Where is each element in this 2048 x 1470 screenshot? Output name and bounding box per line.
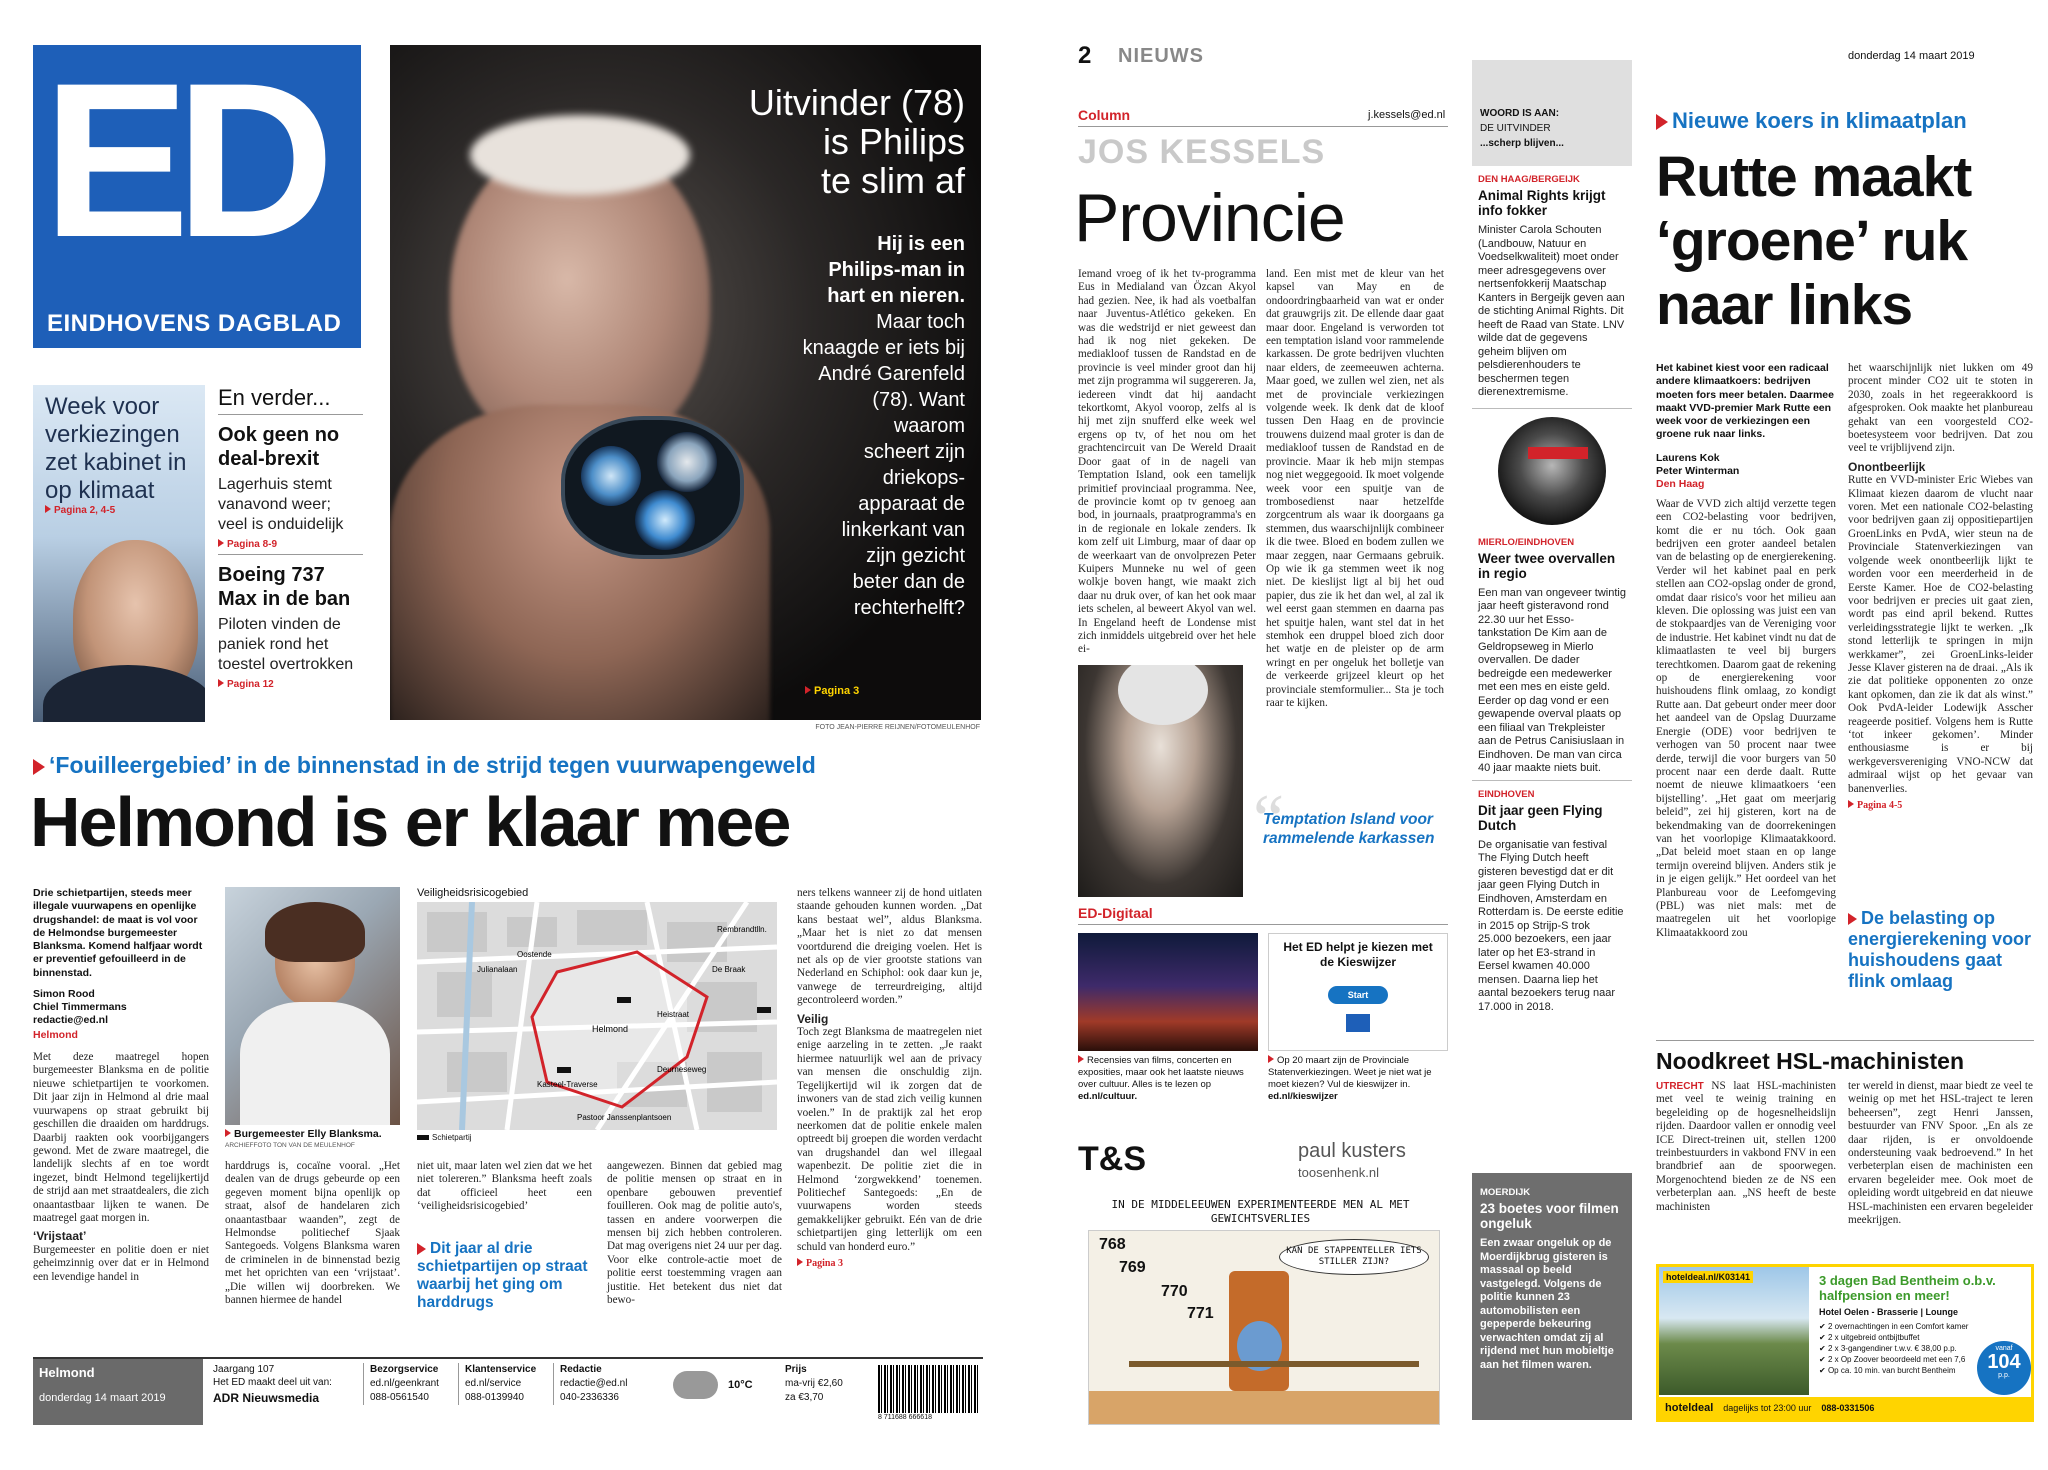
lead-col2: harddrugs is, cocaïne vooral. „Het dealen van de drugs gebeurde op een gegeven moment bijna openlijk op straat, alsof de handelaren zich onaantastbaar waanden”, zegt de Helmondse politiechef Sjaak Santegoeds. Volgens Blanksma waren de criminelen in de binnenstad bezig met het oprichten van een ‘vrijstaat’. „Die willen wij doorbreken. We bannen hiermee de handel bbox=[225, 1160, 400, 1307]
climate-headline: Rutte maakt ‘groene’ ruk naar links bbox=[1656, 145, 1972, 337]
hotel-ad-footer: hoteldeal dagelijks tot 23:00 uur 088-0331506 bbox=[1659, 1397, 2031, 1419]
climate-lead: Het kabinet kiest voor een radicaal andere klimaatkoers: bedrijven moeten fors meer betalen. Daarmee maakt VVD-premier Mark Rutte een week voor de verkiezingen een groene ruk naar links. Laurens Kok Peter Winterman Den Haag Waar de VVD zich altijd verzette tegen een CO2-belasting voor bedrijven, komt die er nu tóch. Ook gaan bedrijven een groter aandeel betalen van de belasting op de energierekening. Verder wil het kabinet paal en perk stellen aan CO2-opslag onder de grond, omdat daar risico's voor het milieu aan kleven. Die oplossing was juist een van de stokpaardjes van de Vereniging voor de industrie. Het kabinet vindt nu dat de klimaatlasten te veel bij burgers terechtkomen. Daarom gaat de rekening op de energierekening voor huishoudens flink omlaag, zo kondigt Rutte aan. Dat gebeurt onder meer door het aandeel van de Opslag Duurzame Energie (ODE) voor bedrijven te verhogen van 50 procent naar twee derde, terwijl die voor burgers van 50 procent naar een derde daalt. Rutte noemt de nieuwe klimaatkoers ‘een bijstelling’. „Het gaat om meerjarig beleid”, zei hij gisteren, kort na de bekendmaking van de doorrekeningen van het voorlopige Klimaatakkoord. „Dat beleid moet staan en op lange termijn overeind blijven. Anders stik je in je eigen gelijk.” Het oordeel van het Planbureau voor de Leefomgeving (PBL) was niet mals: met de maatregelen uit het voorlopige Klimaatakkoord zou bbox=[1656, 362, 1836, 939]
column-email[interactable]: j.kessels@ed.nl bbox=[1368, 109, 1446, 121]
cartoon-drawing: 768 769 770 771 KAN DE STAPPENTELLER IETS STILLER ZIJN? bbox=[1088, 1230, 1440, 1425]
lead-promo: Dit jaar al drie schietpartijen op straat waarbij het ging om harddrugs bbox=[417, 1240, 588, 1311]
hero-photo-panel[interactable] bbox=[390, 45, 981, 720]
masthead-logo: ED bbox=[43, 37, 321, 283]
hsl-col1: UTRECHT NS laat HSL-machinisten met veel te weinig training en begeleiding op de hogesnelheidslijn rijden. Daardoor vallen er onnodig veel ICE Direct-treinen uit, stellen 1200 treinbestuurders in vakbond FNV in een brandbrief aan de spoorwegen. Morgenochtend bieden ze de NS een verbeterplan aan. „NS heeft de beste machinisten bbox=[1656, 1080, 1837, 1213]
map-label: Deurneseweg bbox=[657, 1065, 707, 1074]
column-quote: Temptation Island voor rammelende karkassen bbox=[1263, 811, 1435, 847]
risk-map[interactable]: Veiligheidsrisicogebied Helmond Julianalaan Oostende De Braak Rembrandtlln. Heistraat Kasteel-Traverse Deurneseweg Pastoor Janssenplantsoen Schietpartij bbox=[417, 887, 777, 1142]
woord-box: WOORD IS AAN: DE UITVINDER ...scherp blijven... bbox=[1472, 60, 1632, 166]
map-label: Oostende bbox=[517, 950, 552, 959]
hotel-features: ✔ 2 overnachtingen in een Comfort kamer ✔ 2 x uitgebreid ontbijtbuffet ✔ 2 x 3-gangendiner t.w.v. € 38,00 p.p. ✔ 2 x Op Zoover beoordeeld met een 7,6 ✔ Op ca. 10 min. van burcht Bentheim bbox=[1819, 1322, 1969, 1375]
front-page bbox=[0, 0, 1000, 1470]
lead-kicker: ‘Fouilleergebied’ in de binnenstad in de strijd tegen vuurwapengeweld bbox=[33, 752, 816, 779]
cultuur-link[interactable]: ed.nl/cultuur. bbox=[1078, 1091, 1138, 1102]
week-teaser-text: Week voor verkiezingen zet kabinet in op klimaat bbox=[45, 393, 187, 504]
map-legend: Schietpartij bbox=[417, 1133, 777, 1142]
quote-icon: “ bbox=[1253, 781, 1285, 858]
section-title: NIEUWS bbox=[1118, 45, 1204, 67]
climate-col2: het waarschijnlijk niet lukken om 49 procent minder CO2 uit te stoten in 2030, zoals in het regeerakkoord is afgesproken. Ook maakte het planbureau gehakt van een voorgesteld CO2-boetesysteem voor bedrijven. Dat zou veel te vrijblijvend zijn. Onontbeerlijk Rutte en VVD-minister Eric Wiebes van Klimaat kiezen daarom de vlucht naar voren. Met een nationale CO2-belasting voor bedrijven gaan zij oppositiepartijen GroenLinks en PvdA, wier steun na de Provinciale Statenverkiezingen van volgende week onontbeerlijk lijkt te worden voor een meerderheid in de Eerste Kamer. Hoe de CO2-belasting voor bedrijven er precies uit gaat zien, wordt pas eind april bekend. Ruttes verleidingsstrategie lijkt te werken. „Ik stond letterlijk te springen in mijn werkkamer”, zei GroenLinks-leider Jesse Klaver gisteren na de draai. „Als ik zie dat politieke opponenten zo onze kant opkomen, dan zie ik dat als winst.” Ook PvdA-leider Lodewijk Asscher reageerde positief. Volgens hem is Rutte ‘tot inkeer gekomen’. Minder enthousiasme is er bij werkgeversvereniging VNO-NCW dat admiraal wijst op het gevaar van banenverlies. Pagina 4-5 bbox=[1848, 362, 2033, 811]
page-date: donderdag 14 maart 2019 bbox=[1848, 50, 1975, 62]
column-author: JOS KESSELS bbox=[1078, 133, 1326, 171]
page-number: 2 bbox=[1078, 42, 1092, 69]
kieswijzer-start-button[interactable]: Start bbox=[1328, 986, 1388, 1004]
map-label: Julianalaan bbox=[477, 965, 518, 974]
mayor-photo[interactable] bbox=[225, 887, 400, 1125]
column-title: Provincie bbox=[1074, 180, 1345, 256]
map-label: Helmond bbox=[592, 1024, 629, 1034]
front-footer: Helmond donderdag 14 maart 2019 Jaargang 107 Het ED maakt deel uit van: ADR Nieuwsmedia Bezorgservice ed.nl/geenkrant 088-0561540 Klantenservice ed.nl/service 088-0139940 Redactie redactie@ed.nl 040-2336336 10°C Prijs ma-vrij €2,60 za €3,70 8 711688 666618 bbox=[33, 1357, 983, 1425]
lead-col3: niet uit, maar laten wel zien dat we het niet tolereren.” Blanksma heeft zoals dat officieel heet een ‘veiligheidsrisicogebied’ bbox=[417, 1160, 592, 1213]
cartoon: T&S paul kusters toosenhenk.nl IN DE MIDDELEEUWEN EXPERIMENTEERDE MEN AL MET GEWICHTSVERLIES 768 769 770 771 KAN DE STAPPENTELLER IETS STILLER ZIJN? bbox=[1078, 1130, 1448, 1430]
hsl-headline: Noodkreet HSL-machinisten bbox=[1656, 1048, 1964, 1074]
map-label: Heistraat bbox=[657, 1010, 690, 1019]
side-item-moerdijk[interactable]: MOERDIJK 23 boetes voor filmen ongeluk Een zwaar ongeluk op de Moerdijkbrug gisteren is massaal op beeld vastgelegd. Volgens de politie kunnen 23 automobilisten een gepeperde bekeuring verwachten omdat zij al rijdend met hun mobieltje aan het filmen waren. bbox=[1472, 1173, 1632, 1420]
footer-edition: Helmond donderdag 14 maart 2019 bbox=[33, 1359, 203, 1425]
lead-col4: aangewezen. Binnen dat gebied mag de politie mensen op straat en in openbare gebouwen preventief fouilleren. Ook mag de politie auto's, tassen en andere voorwerpen die mensen bij zich hebben controleren. Dat mag overigens niet 24 uur per dag. Voor elke controle-actie moet de politie eerst toestemming vragen aan justitie. Het betekent dus niet dat bewo- bbox=[607, 1160, 782, 1307]
week-teaser-ref: Pagina 2, 4-5 bbox=[45, 505, 115, 516]
map-label: De Braak bbox=[712, 965, 746, 974]
verder-item[interactable]: Ook geen no deal-brexit Lagerhuis stemt vanavond weer; veel is onduidelijk Pagina 8-9 bbox=[218, 419, 363, 555]
hero-text: Hij is een Philips-man in hart en nieren. Maar toch knaagde er iets bij André Garenfeld (78). Want waarom scheert zijn driekops- apparaat de linkerkant van zijn gezicht beter dan de rechterhelft? bbox=[802, 233, 965, 619]
hero-page-ref[interactable]: Pagina 3 bbox=[805, 685, 859, 697]
map-label: Pastoor Janssenplantsoen bbox=[577, 1113, 672, 1122]
side-item[interactable]: DEN HAAG/BERGEIJK Animal Rights krijgt info fokker Minister Carola Schouten (Landbouw, Natuur en Voedselkwaliteit) moet onder meer adresgegevens over nertsenfokkerij Maatschap Kanters in Bergeijk geven aan de stichting Animal Rights. Dit heeft de Raad van State. LNV wilde dat de gegevens geheim blijven om pelsdierenhouders te beschermen tegen dierenextremisme. bbox=[1472, 166, 1632, 409]
verder-item[interactable]: Boeing 737 Max in de ban Piloten vinden de paniek rond het toestel overtrokken Pagina 12 bbox=[218, 564, 354, 690]
lead-col5: ners telkens wanneer zij de hond uitlaten staande gehouden kunnen worden. „Dat kans bestaat wel”, aldus Blanksma. „Maar het is niet zo dat mensen voortdurend die dreiging voelen. Het is net als op de vier grootste stations van Nederland en Schiphol: ook daar kun je, vanwege de terreurdreiging, altijd gecontroleerd worden.” Veilig Toch zegt Blanksma de maatregelen niet enige aarzeling in te zetten. „Je raakt hiermee natuurlijk wel aan de privacy van mensen die onschuldig zijn. Tegelijkertijd wil ik zorgen dat de inwoners van de stad zich veilig kunnen voelen.” In de praktijk zal het erop neerkomen dat de politie enkele malen optreedt bij groepen die worden verdacht van drugshandel dan wel illegaal wapenbezit. De politie ziet die in Helmond ‘zorgwekkend’ toenemen. Politiechef Santegoeds: „En de vuurwapens worden steeds gemakkelijker gebruikt. Eén van de drie schietpartijen ging letterlijk om een schuld van honderd euro.” Pagina 3 bbox=[797, 887, 982, 1269]
week-teaser[interactable] bbox=[33, 385, 205, 722]
side-item[interactable]: MIERLO/EINDHOVEN Weer twee overvallen in regio Een man van ongeveer twintig jaar heeft gisteravond rond 22.30 uur het Esso-tankstation De Kim aan de Geldropseweg in Mierlo overvallen. De dader bedreigde een medewerker met een mes en eiste geld. Eerder op dag vond er een gewapende overval plaats op een filiaal van Trekpleister aan de Petrus Canisiuslaan in Eindhoven. De man van circa 40 jaar maakte niets buit. bbox=[1472, 533, 1632, 781]
lead-intro: Drie schietpartijen, steeds meer illegale vuurwapens en openlijke drugshandel: de maat is vol voor de Helmondse burgemeester Blanksma. Komend halfjaar wordt er preventief gefouilleerd in de binnenstad. Simon Rood Chiel Timmermans redactie@ed.nl Helmond Met deze maatregel hopen burgemeester Blanksma en de politie nieuwe schietpartijen te voorkomen. Dit jaar zijn in Helmond al drie maal vuurwapens op straat gebruikt bij geschillen die draaiden om harddrugs. Daarbij raakten ook voorbijgangers gewond. Met de zware maatregel, die landelijk slechts af en toe wordt ingezet, bindt Helmond tegelijkertijd de strijd aan met straatdealers, die zich onaantastbaar lijken te wanen. De maatregel gaat morgen in. ‘Vrijstaat’ Burgemeester en politie doen er niet geheimzinnig over dat er in Helmond een levendige handel in bbox=[33, 887, 209, 1283]
masthead-name: EINDHOVENS DAGBLAD bbox=[47, 310, 342, 337]
news-page bbox=[1048, 0, 2048, 1470]
masthead[interactable] bbox=[33, 37, 361, 348]
hsl-col2: ter wereld in dienst, maar biedt ze veel te weinig op met het HSL-traject te leren beheersen”, zegt Henri Janssen, bestuurder van FNV Spoor. „En als ze daar rijden, is er onvoldoende ondersteuning vaak bedroevend.” In het verbeterplan eisen de machinisten een ervaren begeleider mee. Ook moet de opleiding wordt uitgebreid en dat nieuwe HSL-machinisten een ervaren begeleider meekrijgen. bbox=[1848, 1080, 2033, 1227]
hero-credit: FOTO JEAN-PIERRE REIJNEN/FOTOMEULENHOF bbox=[815, 724, 980, 731]
barcode bbox=[878, 1365, 978, 1413]
side-item[interactable]: EINDHOVEN Dit jaar geen Flying Dutch De organisatie van festival The Flying Dutch heeft gisteren bevestigd dat er dit jaar geen Flying Dutch in Eindhoven, Amsterdam en Rotterdam is. De eerste editie in 2015 op Strijp-S trok 25.000 bezoekers, een jaar later op het E3-strand in Eersel kwamen 40.000 mensen. Daarna liep het aantal bezoekers terug naar 17.000 in 2018. bbox=[1478, 788, 1624, 1013]
map-graphic bbox=[417, 902, 777, 1130]
en-verder bbox=[218, 385, 363, 690]
mayor-caption: Burgemeester Elly Blanksma. ARCHIEFFOTO TON VAN DE MEULENHOF bbox=[225, 1128, 382, 1149]
weather-icon bbox=[673, 1371, 718, 1399]
columnist-photo bbox=[1078, 665, 1243, 897]
map-label: Kasteel-Traverse bbox=[537, 1080, 598, 1089]
kieswijzer-ad[interactable]: Het ED helpt je kiezen met de Kieswijzer Start bbox=[1268, 933, 1448, 1051]
ed-small-logo bbox=[1346, 1014, 1370, 1032]
hero-title: Uitvinder (78) is Philips te slim af bbox=[748, 82, 965, 201]
price-badge: vanaf 104 p.p. bbox=[1977, 1341, 2031, 1395]
gas-station-photo bbox=[1498, 417, 1606, 525]
shaver-photo bbox=[565, 420, 740, 555]
kieswijzer-link[interactable]: ed.nl/kieswijzer bbox=[1268, 1091, 1338, 1102]
concert-photo bbox=[1078, 933, 1258, 1051]
lead-headline: Helmond is er klaar mee bbox=[30, 783, 790, 861]
sidebar bbox=[1472, 60, 1632, 1420]
cartoon-logo: T&S bbox=[1078, 1140, 1146, 1178]
climate-promo: De belasting op energierekening voor huishoudens gaat flink omlaag bbox=[1848, 908, 2032, 991]
hotel-photo: hoteldeal.nl/K03141 bbox=[1659, 1267, 1809, 1395]
en-verder-header: En verder... bbox=[218, 385, 363, 415]
adr-logo: ADR Nieuwsmedia bbox=[213, 1391, 320, 1405]
hotel-ad[interactable]: hoteldeal.nl/K03141 3 dagen Bad Bentheim o.b.v. halfpension en meer! Hotel Oelen - Brasserie | Lounge ✔ 2 overnachtingen in een Comfort kamer ✔ 2 x uitgebreid ontbijtbuffet ✔ 2 x 3-gangendiner t.w.v. € 38,00 p.p. ✔ 2 x Op Zoover beoordeeld met een 7,6 ✔ Op ca. 10 min. van burcht Bentheim vanaf 104 p.p. hoteldeal dagelijks tot 23:00 uur 088-0331506 bbox=[1656, 1264, 2034, 1422]
column-col1: Iemand vroeg of ik het tv-programma Eus in Medialand van Özcan Akyol had gezien. Nee, ik had als voetbalfan naar Juventus-Atlético gekeken. En was die wedstrijd er niet geweest dan had ik nog niet gekeken. De mediakloof tussen de Randstad en de provincie is veel minder groot dan hij met zijn programma wil suggereren. Ja, iedereen vindt dat hij aandacht tekortkomt, Akyol voorop, zelfs al is hij met zijn snufferd elke week wel ergens op tv, of het nou om het grachtencircuit van De Wereld Draait Door gaat of in de nageli van Temptation Island, ook een tamelijk primitief provinciaal programma. Nee, de provincie komt op tv genoeg aan bod, in journaals, praatprogramma's en in de regionale en lokale zenders. Ik kom zelf uit Limburg, maar of daar op de weerkaart van de onvolprezen Peter Kuipers Munneke nu wel of geen wolkje boven hangt, wie maakt zich daar nu druk over, of kan het ook maar iets schelen, al beweert Akyol van wel. In Engeland heeft de Londense mist zich inmiddels uitgebreid over het hele ei- bbox=[1078, 268, 1256, 656]
ed-digitaal: ED-Digitaal Recensies van films, concerten en exposities, maar ook het laatste nieuws over cultuur. Alles is te lezen op ed.nl/cultuur. Het ED helpt je kiezen met de Kieswijzer Start Op 20 maart zijn de Provinciale Statenverkiezingen. Weet je niet wat je moet kiezen? Vul de kieswijzer in. ed.nl/kieswijzer bbox=[1078, 905, 1448, 1103]
map-label: Rembrandtlln. bbox=[717, 925, 767, 934]
column-col2: land. Een mist met de kleur van het kapsel van May en de ondoordringbaarheid van wat er onder dat grauwgrijs zit. De ellende daar gaat maar door. Engeland is verworden tot een temptation island voor rammelende karkassen. De grote bedrijven vluchten naar elders, de zeemeeuwen achterna. Maar goed, we zullen wel zien, net als met de provinciale verkiezingen volgende week. Ik denk dat de kloof tussen Den Haag en de provincie trouwens duizend maal groter is dan de mediakloof tussen de Randstad en de provincie. Maar ik heb mijn stempas nog niet weggegooid. Ik moet volgende week voor een spuitje van de trombosedienst naar hetzelfde zorgcentrum als waar ik doorgaans ga stemmen, dus waarschijnlijk combineer ik die twee. Bloed en bodem zullen we maar zeggen, naar Germaans gebruik. Op wie ik ga stemmen weet ik nog niet. De kieslijst ligt al bij het oud papier, dus zie ik het dan wel, al zal ik wel eerst gaan stemmen en daarna pas het spuitje halen, want stel dat in het stemhok een druppel bloed zich door het watje en de pleister op de arm wringt en per ongeluk het bolletje van de verkeerde grijzeel kleurt op het provinciale stemformulier... Sta je toch raar te kijken. bbox=[1266, 268, 1444, 709]
column-label: Column bbox=[1078, 107, 1131, 123]
climate-kicker: Nieuwe koers in klimaatplan bbox=[1656, 108, 1967, 134]
